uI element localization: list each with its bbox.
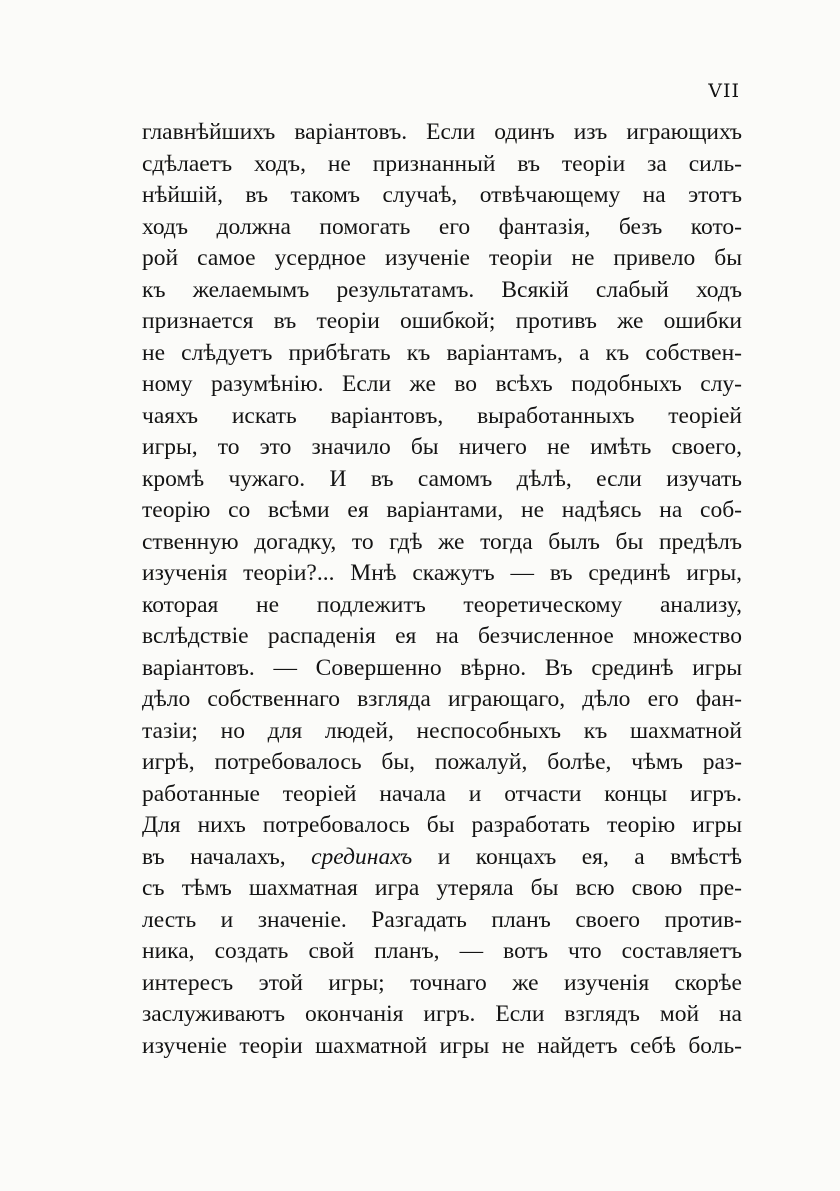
text-line: игрѣ, потребовалось бы, пожалуй, болѣе, чѣмъ раз-: [142, 749, 742, 775]
text-line: изученіе теоріи шахматной игры не найдетъ себѣ боль-: [142, 1032, 742, 1059]
text-line: работанные теоріей начала и отчасти концы игръ.: [142, 780, 742, 807]
text-line-with-italic: [142, 842, 742, 874]
text-line: варіантовъ. — Совершенно вѣрно. Въ срединѣ игры: [142, 654, 742, 681]
text-line: ному разумѣнію. Если же во всѣхъ подобныхъ слу-: [142, 371, 742, 397]
text-line: которая не подлежитъ теоретическому анализу,: [142, 591, 742, 618]
text-line: игры, то это значило бы ничего не имѣть своего,: [142, 434, 742, 460]
text-line: дѣло собственнаго взгляда играющаго, дѣло его фан-: [142, 686, 742, 712]
text-line: чаяхъ искать варіантовъ, выработанныхъ теоріей: [142, 402, 742, 429]
text-line: интересъ этой игры; точнаго же изученія скорѣе: [142, 969, 742, 996]
page-number: VII: [708, 80, 740, 102]
text-line: Для нихъ потребовалось бы разработать теорію игры: [142, 812, 742, 838]
text-line: съ тѣмъ шахматная игра утеряла бы всю свою пре-: [142, 875, 742, 901]
text-line: лесть и значеніе. Разгадать планъ своего против-: [142, 906, 742, 933]
text-line: ника, создать свой планъ, — вотъ что составляетъ: [142, 938, 742, 964]
text-segment: въ началахъ,: [142, 843, 312, 870]
text-line: къ желаемымъ результатамъ. Всякій слабый ходъ: [142, 276, 742, 303]
text-line: кромѣ чужаго. И въ самомъ дѣлѣ, если изучать: [142, 465, 742, 492]
text-line: рой самое усердное изученіе теоріи не привело бы: [142, 245, 742, 271]
text-line: тазіи; но для людей, неспособныхъ къ шахматной: [142, 717, 742, 744]
text-line: вслѣдствіе распаденія ея на безчисленное множество: [142, 623, 742, 649]
text-line: ственную догадку, то гдѣ же тогда былъ бы предѣлъ: [142, 528, 742, 555]
text-line: ходъ должна помогать его фантазія, безъ кото-: [142, 213, 742, 240]
italic-word: срединахъ: [311, 843, 413, 870]
text-line: теорію со всѣми ея варіантами, не надѣясь на соб-: [142, 497, 742, 523]
text-line: заслуживаютъ окончанія игръ. Если взглядъ мой на: [142, 1001, 742, 1027]
text-line: признается въ теоріи ошибкой; противъ же ошибки: [142, 308, 742, 334]
text-segment: и концахъ ея, а вмѣстѣ: [412, 843, 742, 870]
text-line: главнѣйшихъ варіантовъ. Если одинъ изъ играющихъ: [142, 119, 742, 145]
text-line: изученія теоріи?... Мнѣ скажутъ — въ срединѣ игры,: [142, 560, 742, 586]
body-text: [142, 117, 742, 1062]
text-line: сдѣлаетъ ходъ, не признанный въ теоріи за силь-: [142, 150, 742, 177]
text-line: не слѣдуетъ прибѣгать къ варіантамъ, а къ собствен-: [142, 339, 742, 366]
text-line: нѣйшій, въ такомъ случаѣ, отвѣчающему на этотъ: [142, 182, 742, 208]
